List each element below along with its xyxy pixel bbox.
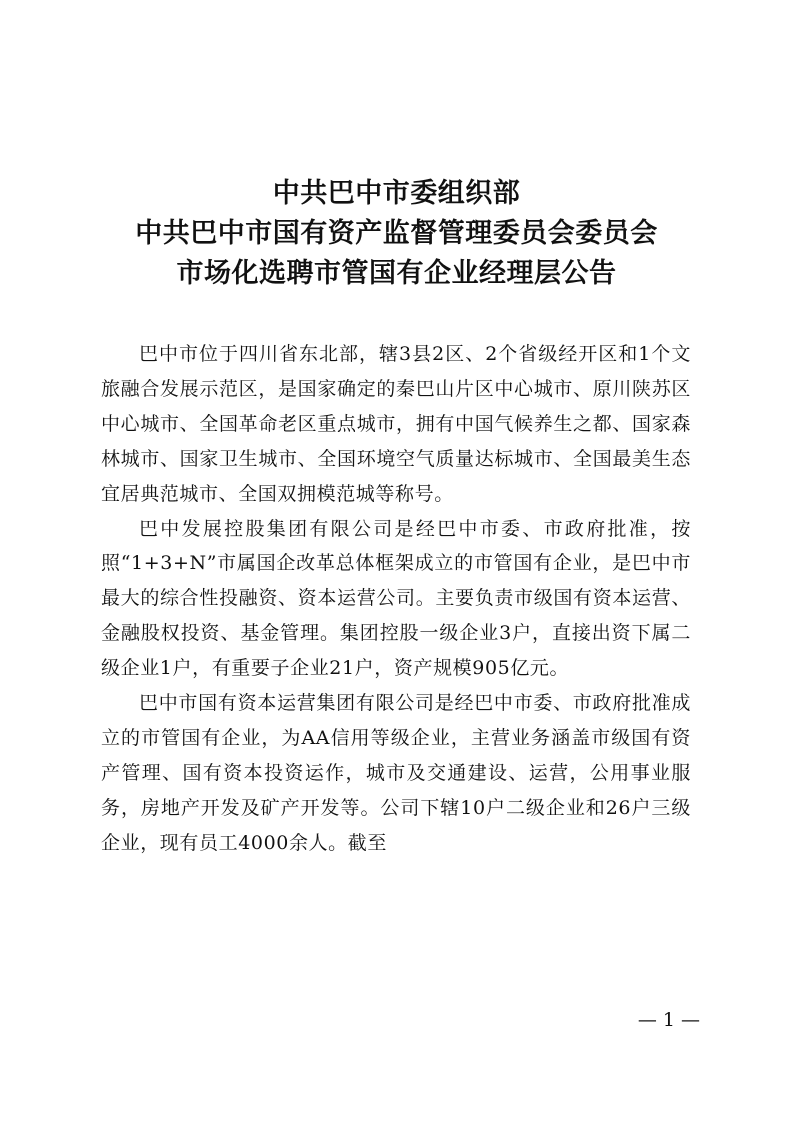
paragraph-bazhong-intro: 巴中市位于四川省东北部，辖3县2区、2个省级经开区和1个文旅融合发展示范区，是国家确定的秦巴山片区中心城市、原川陕苏区中心城市、全国革命老区重点城市，拥有中国气候养生之都、国家森林城市、国家卫生城市、全国环境空气质量达标城市、全国最美生态宜居典范城市、全国双拥模范城等称号。 [101, 343, 691, 505]
title-line-3: 市场化选聘市管国有企业经理层公告 [176, 258, 617, 289]
paragraph-state-capital-operation: 巴中市国有资本运营集团有限公司是经巴中市委、市政府批准成立的市管国有企业，为AA信用等级企业，主营业务涵盖市级国有资产管理、国有资本投资运作，城市及交通建设、运营，公用事业服务，房地产开发及矿产开发等。公司下辖10户二级企业和26户三级企业，现有员工4000余人。截至 [101, 692, 691, 854]
title-line-2: 中共巴中市国有资产监督管理委员会委员会 [135, 218, 658, 249]
announcement-title [100, 174, 693, 294]
title-line-1: 中共巴中市委组织部 [272, 178, 521, 209]
announcement-body [101, 337, 691, 861]
page-number: — 1 — [637, 1009, 700, 1031]
paragraph-development-holding: 巴中发展控股集团有限公司是经巴中市委、市政府批准，按照“1+3+N”市属国企改革总体框架成立的市管国有企业，是巴中市最大的综合性投融资、资本运营公司。主要负责市级国有资本运营、金融股权投资、基金管理。集团控股一级企业3户，直接出资下属二级企业1户，有重要子企业21户，资产规模905亿元。 [101, 517, 691, 680]
